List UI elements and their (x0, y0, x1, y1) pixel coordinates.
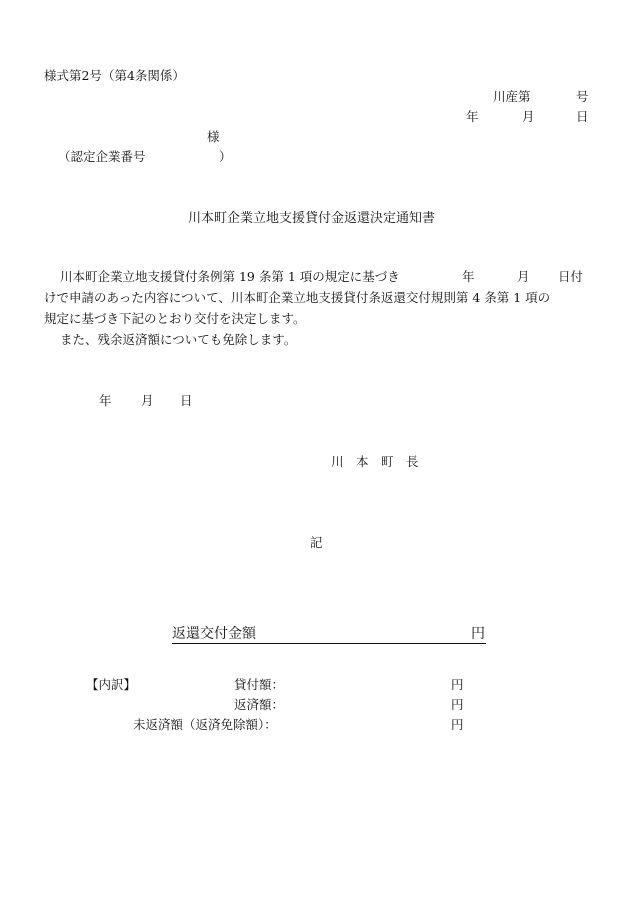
issue-date-day: 日 (576, 109, 589, 124)
reference-number-suffix: 号 (576, 89, 589, 104)
breakdown-unit-unpaid: 円 (451, 717, 464, 732)
form-label: 様式第2号（第4条関係） (44, 68, 185, 83)
breakdown-unit-loan: 円 (451, 677, 464, 692)
decision-date-year: 年 (99, 393, 112, 408)
issue-date-month: 月 (522, 109, 535, 124)
issuer-name: 川 本 町 長 (331, 454, 419, 469)
decision-date-month: 月 (141, 393, 154, 408)
body-line-1-year: 年 (462, 269, 475, 284)
decision-date-day: 日 (180, 393, 193, 408)
breakdown-heading: 【内訳】 (86, 677, 137, 692)
ki-marker: 記 (310, 535, 323, 550)
reference-number-prefix: 川産第 (493, 89, 531, 104)
body-line-3: 規定に基づき下記のとおり交付を決定します。 (44, 311, 306, 326)
certification-number-close: ） (219, 149, 232, 164)
body-line-1-month: 月 (517, 269, 530, 284)
amount-label: 返還交付金額 (172, 626, 256, 642)
issue-date-year: 年 (466, 109, 479, 124)
body-line-1-day: 日付 (558, 269, 584, 284)
body-line-4: また、残余返済額についても免除します。 (60, 332, 297, 347)
certification-number-open: （認定企業番号 (58, 149, 146, 164)
breakdown-unit-repaid: 円 (451, 697, 464, 712)
addressee-honorific: 様 (207, 129, 220, 144)
body-line-2: けで申請のあった内容について、川本町企業立地支援貸付条返還交付規則第 4 条第 1 項の (44, 290, 551, 305)
breakdown-label-repaid: 返済額： (234, 697, 285, 712)
breakdown-label-loan: 貸付額： (234, 677, 285, 692)
breakdown-label-unpaid: 未返済額（返済免除額）： (133, 717, 277, 732)
body-line-1: 川本町企業立地支援貸付条例第 19 条第 1 項の規定に基づき (60, 269, 400, 284)
document-title: 川本町企業立地支援貸付金返還決定通知書 (188, 211, 436, 226)
amount-unit: 円 (471, 626, 485, 642)
